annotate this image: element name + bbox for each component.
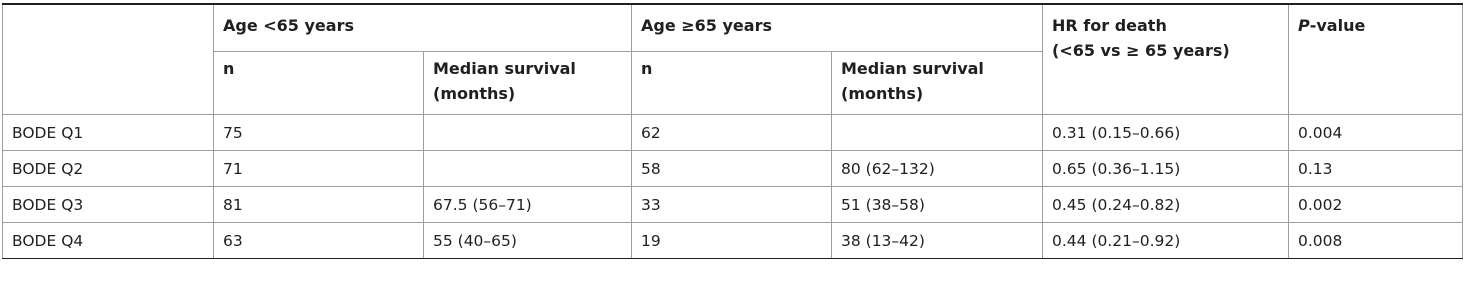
cell-n-under: 71 <box>214 151 424 187</box>
cell-n-under: 75 <box>214 115 424 151</box>
table-header <box>3 4 1463 115</box>
header-median-over <box>832 52 1043 115</box>
header-hr-line1: HR for death <box>1052 16 1167 35</box>
cell-median-over: 38 (13–42) <box>832 223 1043 259</box>
row-label: BODE Q2 <box>3 151 214 187</box>
header-median-over-line1: Median survival <box>841 59 984 78</box>
table-body <box>3 115 1463 259</box>
header-median-under-line1: Median survival <box>433 59 576 78</box>
cell-hr: 0.65 (0.36–1.15) <box>1043 151 1289 187</box>
cell-hr: 0.45 (0.24–0.82) <box>1043 187 1289 223</box>
header-hr-for-death <box>1043 4 1289 115</box>
cell-median-under: 55 (40–65) <box>424 223 632 259</box>
header-p-rest: -value <box>1309 16 1366 35</box>
row-label: BODE Q3 <box>3 187 214 223</box>
header-age-under-65: Age <65 years <box>214 4 632 52</box>
survival-table-container <box>2 3 1462 259</box>
cell-n-over: 19 <box>632 223 832 259</box>
cell-median-over <box>832 115 1043 151</box>
table-row <box>3 223 1463 259</box>
table-row <box>3 115 1463 151</box>
header-hr-line2: (<65 vs ≥ 65 years) <box>1052 41 1230 60</box>
cell-p-value: 0.004 <box>1289 115 1463 151</box>
table-row <box>3 151 1463 187</box>
header-blank-cell <box>3 4 214 115</box>
header-p-value <box>1289 4 1463 115</box>
header-n-under: n <box>214 52 424 115</box>
header-median-under-line2: (months) <box>433 84 516 103</box>
cell-median-over: 51 (38–58) <box>832 187 1043 223</box>
header-median-under <box>424 52 632 115</box>
cell-median-under <box>424 115 632 151</box>
cell-median-over: 80 (62–132) <box>832 151 1043 187</box>
header-median-over-line2: (months) <box>841 84 924 103</box>
cell-p-value: 0.002 <box>1289 187 1463 223</box>
cell-n-under: 63 <box>214 223 424 259</box>
cell-n-over: 33 <box>632 187 832 223</box>
row-label: BODE Q4 <box>3 223 214 259</box>
table-row <box>3 187 1463 223</box>
cell-p-value: 0.008 <box>1289 223 1463 259</box>
header-age-over-65: Age ≥65 years <box>632 4 1043 52</box>
cell-hr: 0.31 (0.15–0.66) <box>1043 115 1289 151</box>
cell-n-over: 62 <box>632 115 832 151</box>
header-p-italic: P <box>1298 16 1310 35</box>
cell-n-under: 81 <box>214 187 424 223</box>
cell-median-under: 67.5 (56–71) <box>424 187 632 223</box>
cell-n-over: 58 <box>632 151 832 187</box>
row-label: BODE Q1 <box>3 115 214 151</box>
cell-hr: 0.44 (0.21–0.92) <box>1043 223 1289 259</box>
cell-p-value: 0.13 <box>1289 151 1463 187</box>
header-n-over: n <box>632 52 832 115</box>
survival-table <box>2 3 1463 259</box>
cell-median-under <box>424 151 632 187</box>
